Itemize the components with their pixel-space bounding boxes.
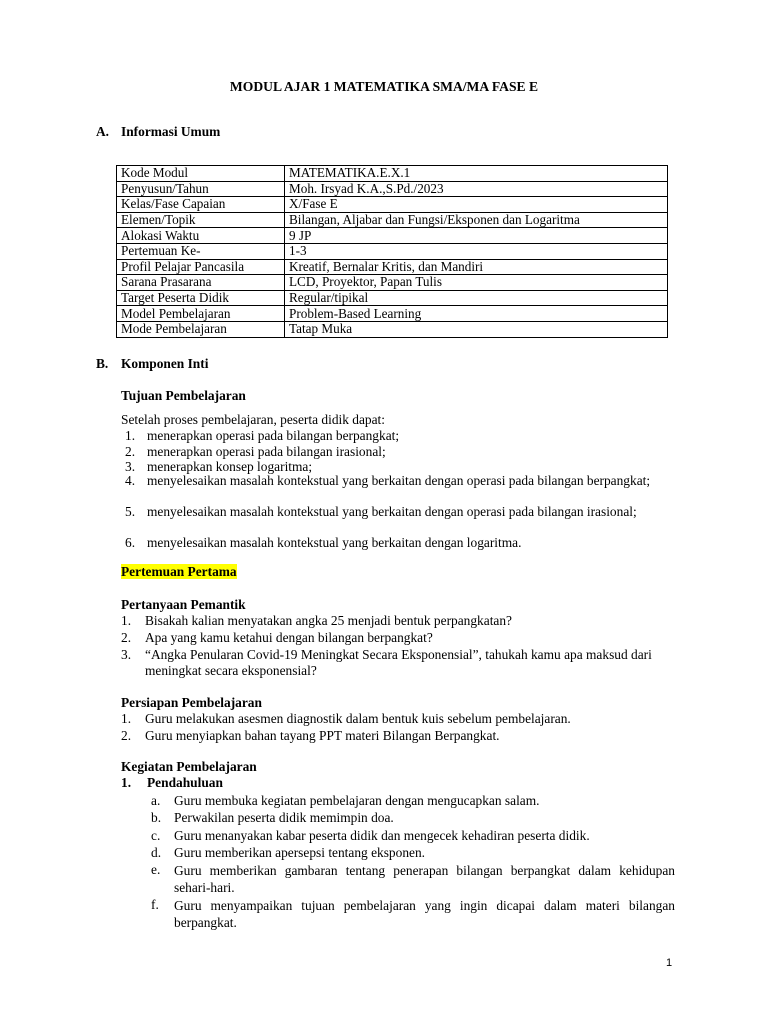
table-cell-value: LCD, Proyektor, Papan Tulis <box>285 275 668 291</box>
table-row <box>117 243 668 259</box>
tujuan-intro: Setelah proses pembelajaran, peserta didik dapat: <box>121 412 385 427</box>
list-number: 3. <box>125 459 136 474</box>
table-cell-label: Kode Modul <box>117 166 285 182</box>
table-cell-label: Target Peserta Didik <box>117 290 285 306</box>
table-row <box>117 166 668 182</box>
table-cell-value: Tatap Muka <box>285 321 668 337</box>
list-item: “Angka Penularan Covid-19 Meningkat Secara Eksponensial”, tahukah kamu apa maksud dari meningkat secara eksponensial? <box>145 647 652 678</box>
list-letter: d. <box>151 845 162 860</box>
table-cell-value: Problem-Based Learning <box>285 306 668 322</box>
table-cell-value: Kreatif, Bernalar Kritis, dan Mandiri <box>285 259 668 275</box>
list-item: menyelesaikan masalah kontekstual yang berkaitan dengan operasi pada bilangan berpangkat; <box>147 473 651 488</box>
list-letter: a. <box>151 793 161 808</box>
table-row <box>117 212 668 228</box>
table-cell-value: Bilangan, Aljabar dan Fungsi/Eksponen dan Logaritma <box>285 212 668 228</box>
table-row <box>117 290 668 306</box>
table-row <box>117 259 668 275</box>
kegiatan-heading: Kegiatan Pembelajaran <box>121 759 257 774</box>
table-row <box>117 197 668 213</box>
list-letter: f. <box>151 897 159 912</box>
table-cell-value: Regular/tipikal <box>285 290 668 306</box>
table-cell-value: 9 JP <box>285 228 668 244</box>
table-cell-value: MATEMATIKA.E.X.1 <box>285 166 668 182</box>
list-letter: c. <box>151 828 161 843</box>
section-a-label: A. <box>96 124 110 139</box>
list-item: Guru menyiapkan bahan tayang PPT materi Bilangan Berpangkat. <box>145 728 500 743</box>
table-cell-label: Alokasi Waktu <box>117 228 285 244</box>
list-number: 1. <box>121 711 132 726</box>
persiapan-heading: Persiapan Pembelajaran <box>121 695 262 710</box>
list-number: 2. <box>121 630 132 645</box>
document-title: MODUL AJAR 1 MATEMATIKA SMA/MA FASE E <box>229 79 539 94</box>
pertemuan-pertama-heading: Pertemuan Pertama <box>121 564 237 579</box>
table-cell-label: Profil Pelajar Pancasila <box>117 259 285 275</box>
table-row <box>117 321 668 337</box>
list-number: 6. <box>125 535 136 550</box>
tujuan-heading: Tujuan Pembelajaran <box>121 388 246 403</box>
table-row <box>117 275 668 291</box>
list-item: Guru menyampaikan tujuan pembelajaran yang ingin dicapai dalam materi bilangan berpangkat. <box>174 898 675 930</box>
list-item: Guru membuka kegiatan pembelajaran dengan mengucapkan salam. <box>174 793 540 808</box>
list-item: menyelesaikan masalah kontekstual yang berkaitan dengan logaritma. <box>147 535 522 550</box>
table-cell-label: Penyusun/Tahun <box>117 181 285 197</box>
list-number: 1. <box>125 428 136 443</box>
table-cell-value: Moh. Irsyad K.A.,S.Pd./2023 <box>285 181 668 197</box>
list-letter: e. <box>151 862 161 877</box>
table-cell-label: Model Pembelajaran <box>117 306 285 322</box>
list-item: Guru memberikan apersepsi tentang eksponen. <box>174 845 425 860</box>
list-number: 5. <box>125 504 136 519</box>
list-number: 4. <box>125 473 136 488</box>
page-number: 1 <box>666 957 673 969</box>
section-a-heading: Informasi Umum <box>121 124 221 139</box>
list-letter: b. <box>151 810 162 825</box>
list-number: 3. <box>121 647 132 662</box>
list-number: 2. <box>121 728 132 743</box>
list-item: Guru menanyakan kabar peserta didik dan mengecek kehadiran peserta didik. <box>174 828 590 843</box>
list-item: menerapkan operasi pada bilangan berpangkat; <box>147 428 400 443</box>
list-item: Perwakilan peserta didik memimpin doa. <box>174 810 394 825</box>
list-item: Apa yang kamu ketahui dengan bilangan berpangkat? <box>145 630 433 645</box>
table-cell-label: Kelas/Fase Capaian <box>117 197 285 213</box>
pemantik-heading: Pertanyaan Pemantik <box>121 597 246 612</box>
table-row <box>117 228 668 244</box>
table-cell-value: 1-3 <box>285 243 668 259</box>
section-b-label: B. <box>96 356 109 371</box>
table-row <box>117 306 668 322</box>
list-number: 1. <box>121 613 132 628</box>
list-item: Guru memberikan gambaran tentang penerapan bilangan berpangkat dalam kehidupan sehari-hari. <box>174 863 675 895</box>
list-item: menerapkan operasi pada bilangan irasional; <box>147 444 386 459</box>
table-cell-value: X/Fase E <box>285 197 668 213</box>
list-item: menerapkan konsep logaritma; <box>147 459 313 474</box>
table-cell-label: Sarana Prasarana <box>117 275 285 291</box>
section-b-heading: Komponen Inti <box>121 356 209 371</box>
table-cell-label: Mode Pembelajaran <box>117 321 285 337</box>
list-item: Bisakah kalian menyatakan angka 25 menjadi bentuk perpangkatan? <box>145 613 512 628</box>
info-table <box>116 165 668 338</box>
table-cell-label: Elemen/Topik <box>117 212 285 228</box>
list-number: 2. <box>125 444 136 459</box>
table-row <box>117 181 668 197</box>
pendahuluan-number: 1. <box>121 775 132 790</box>
list-item: menyelesaikan masalah kontekstual yang berkaitan dengan operasi pada bilangan irasional; <box>147 504 637 519</box>
pendahuluan-heading: Pendahuluan <box>147 775 223 790</box>
table-cell-label: Pertemuan Ke- <box>117 243 285 259</box>
list-item: Guru melakukan asesmen diagnostik dalam bentuk kuis sebelum pembelajaran. <box>145 711 571 726</box>
